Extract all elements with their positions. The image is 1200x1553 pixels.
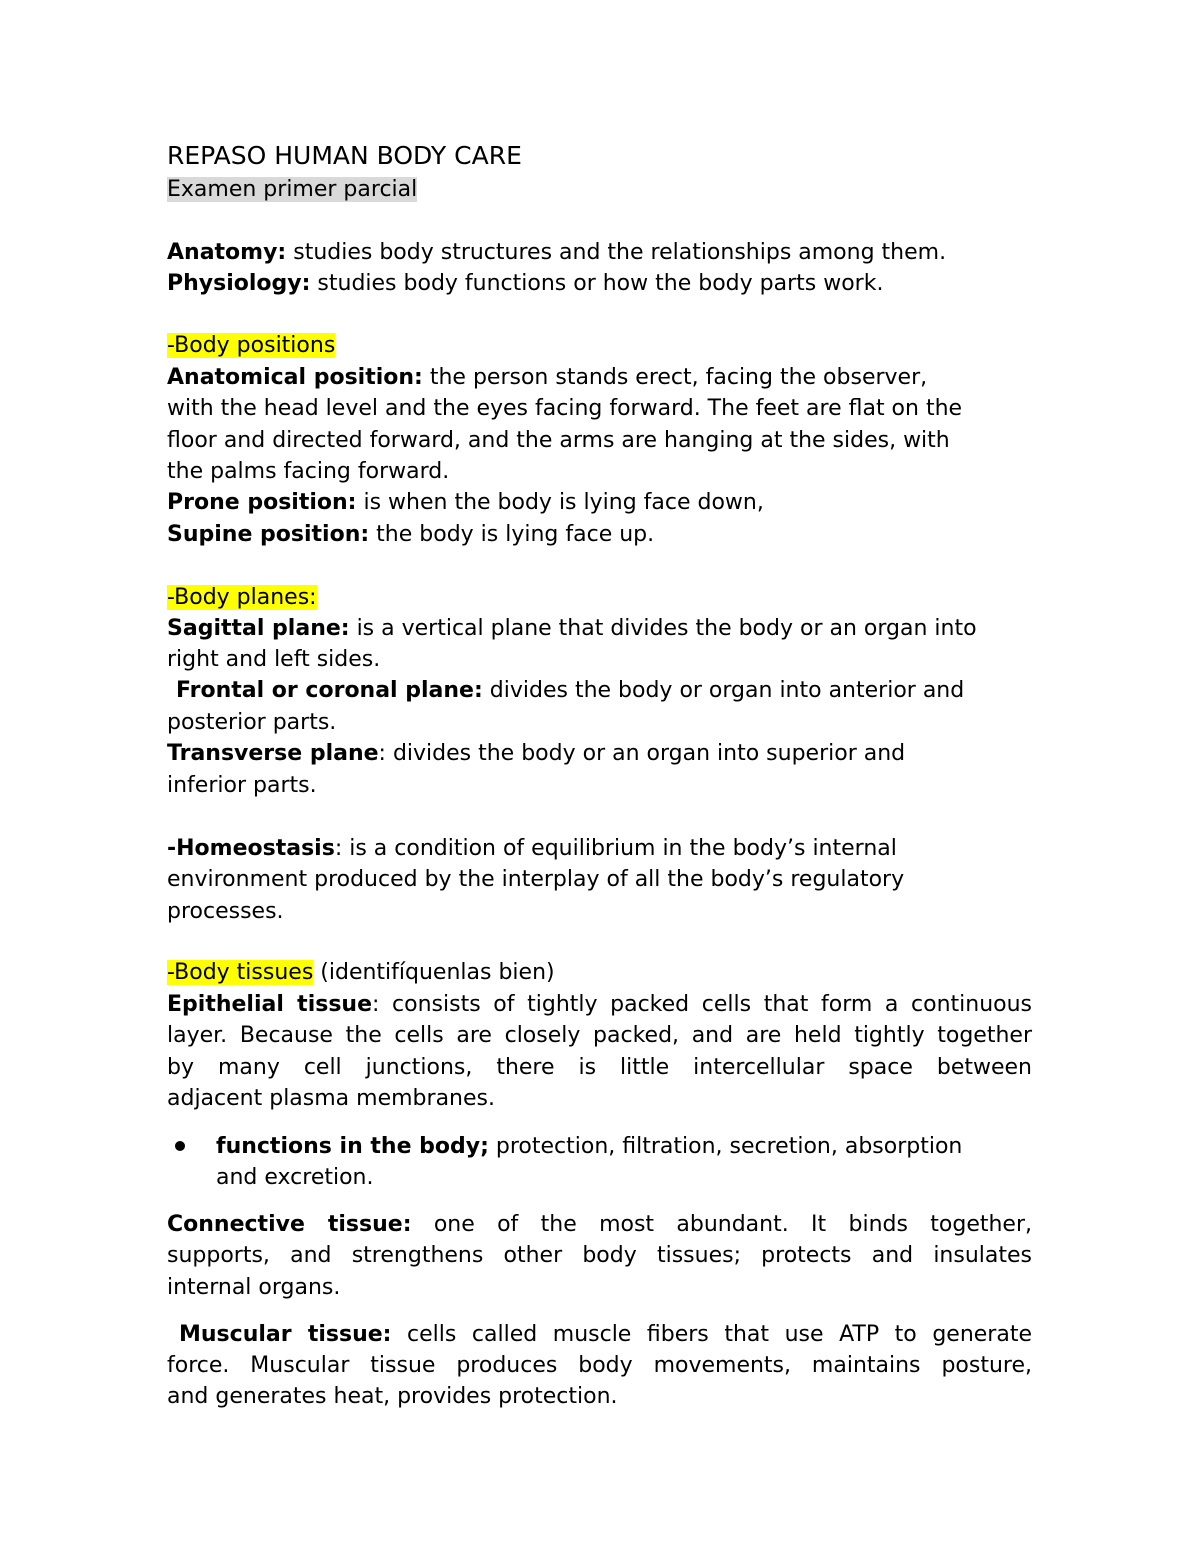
anatomical-position-term: Anatomical position:	[167, 365, 423, 390]
anatomy-term: Anatomy:	[167, 240, 287, 265]
anatomy-text: studies body structures and the relationships among them.	[286, 240, 947, 265]
homeostasis-line-2: environment produced by the interplay of all the body’s regulatory	[167, 867, 905, 892]
physiology-term: Physiology:	[167, 271, 311, 296]
connective-tissue-term: Connective tissue:	[167, 1212, 412, 1237]
body-positions-heading-text: -Body positions	[167, 333, 336, 358]
muscular-tissue-line-2: force. Muscular tissue produces body movements, maintains posture,	[167, 1353, 1032, 1378]
transverse-plane-text-1: : divides the body or an organ into superior and	[378, 741, 906, 766]
epithelial-tissue-line-3: by many cell junctions, there is little intercellular space between	[167, 1055, 1032, 1080]
muscular-tissue-text-1: cells called muscle fibers that use ATP to generate	[391, 1322, 1032, 1347]
functions-term: functions in the body;	[216, 1134, 489, 1159]
frontal-plane-term: Frontal or coronal plane:	[176, 678, 483, 703]
subtitle-text: Examen primer parcial	[167, 177, 418, 202]
homeostasis-text-1: : is a condition of equilibrium in the body’s internal	[334, 836, 897, 861]
epithelial-tissue-line-2: layer. Because the cells are closely packed, and are held tightly together	[167, 1023, 1032, 1048]
epithelial-tissue-text-1: : consists of tightly packed cells that form a continuous	[372, 992, 1033, 1017]
supine-position	[167, 519, 654, 550]
sagittal-plane-line-1	[167, 613, 977, 644]
transverse-plane-line-2: inferior parts.	[167, 773, 317, 798]
functions-text-1: protection, filtration, secretion, absorption	[488, 1134, 963, 1159]
anatomical-position-line-1	[167, 362, 927, 393]
functions-bullet-line-1	[216, 1131, 962, 1162]
muscular-tissue-line-1	[179, 1319, 1032, 1350]
anatomical-position-text-1: the person stands erect, facing the observer,	[422, 365, 928, 390]
homeostasis-line-3: processes.	[167, 899, 284, 924]
functions-bullet-line-2: and excretion.	[216, 1165, 374, 1190]
body-tissues-heading-text: -Body tissues	[167, 960, 314, 985]
anatomical-position-line-2: with the head level and the eyes facing forward. The feet are flat on the	[167, 396, 963, 421]
physiology-definition	[167, 268, 883, 299]
body-tissues-note: (identifíquenlas bien)	[313, 960, 555, 985]
muscular-tissue-line-3: and generates heat, provides protection.	[167, 1384, 618, 1409]
epithelial-tissue-line-4: adjacent plasma membranes.	[167, 1086, 495, 1111]
homeostasis-term: -Homeostasis	[167, 836, 335, 861]
transverse-plane-line-1	[167, 738, 905, 769]
connective-tissue-text-1: one of the most abundant. It binds together,	[411, 1212, 1032, 1237]
body-planes-heading-text: -Body planes:	[167, 585, 317, 610]
muscular-tissue-term: Muscular tissue:	[179, 1322, 392, 1347]
homeostasis-line-1	[167, 833, 897, 864]
prone-position-term: Prone position:	[167, 490, 357, 515]
physiology-text: studies body functions or how the body parts work.	[310, 271, 884, 296]
frontal-plane-text-1: divides the body or organ into anterior and	[482, 678, 965, 703]
connective-tissue-line-1	[167, 1209, 1032, 1240]
frontal-plane-line-1	[176, 675, 964, 706]
subtitle	[167, 174, 417, 205]
bullet-icon	[175, 1141, 185, 1151]
connective-tissue-line-2: supports, and strengthens other body tissues; protects and insulates	[167, 1243, 1032, 1268]
epithelial-tissue-line-1	[167, 989, 1032, 1020]
sagittal-plane-text-1: is a vertical plane that divides the body or an organ into	[349, 616, 977, 641]
body-tissues-heading	[167, 957, 555, 988]
page-title: REPASO HUMAN BODY CARE	[167, 141, 522, 170]
anatomy-definition	[167, 237, 946, 268]
body-positions-heading	[167, 330, 335, 361]
anatomical-position-line-3: floor and directed forward, and the arms are hanging at the sides, with	[167, 428, 950, 453]
frontal-plane-line-2: posterior parts.	[167, 710, 337, 735]
connective-tissue-line-3: internal organs.	[167, 1275, 341, 1300]
supine-position-term: Supine position:	[167, 522, 370, 547]
supine-position-text: the body is lying face up.	[369, 522, 655, 547]
prone-position-text: is when the body is lying face down,	[356, 490, 764, 515]
sagittal-plane-term: Sagittal plane:	[167, 616, 350, 641]
transverse-plane-term: Transverse plane	[167, 741, 379, 766]
epithelial-tissue-term: Epithelial tissue	[167, 992, 373, 1017]
prone-position	[167, 487, 764, 518]
anatomical-position-line-4: the palms facing forward.	[167, 459, 450, 484]
sagittal-plane-line-2: right and left sides.	[167, 647, 381, 672]
body-planes-heading	[167, 582, 317, 613]
